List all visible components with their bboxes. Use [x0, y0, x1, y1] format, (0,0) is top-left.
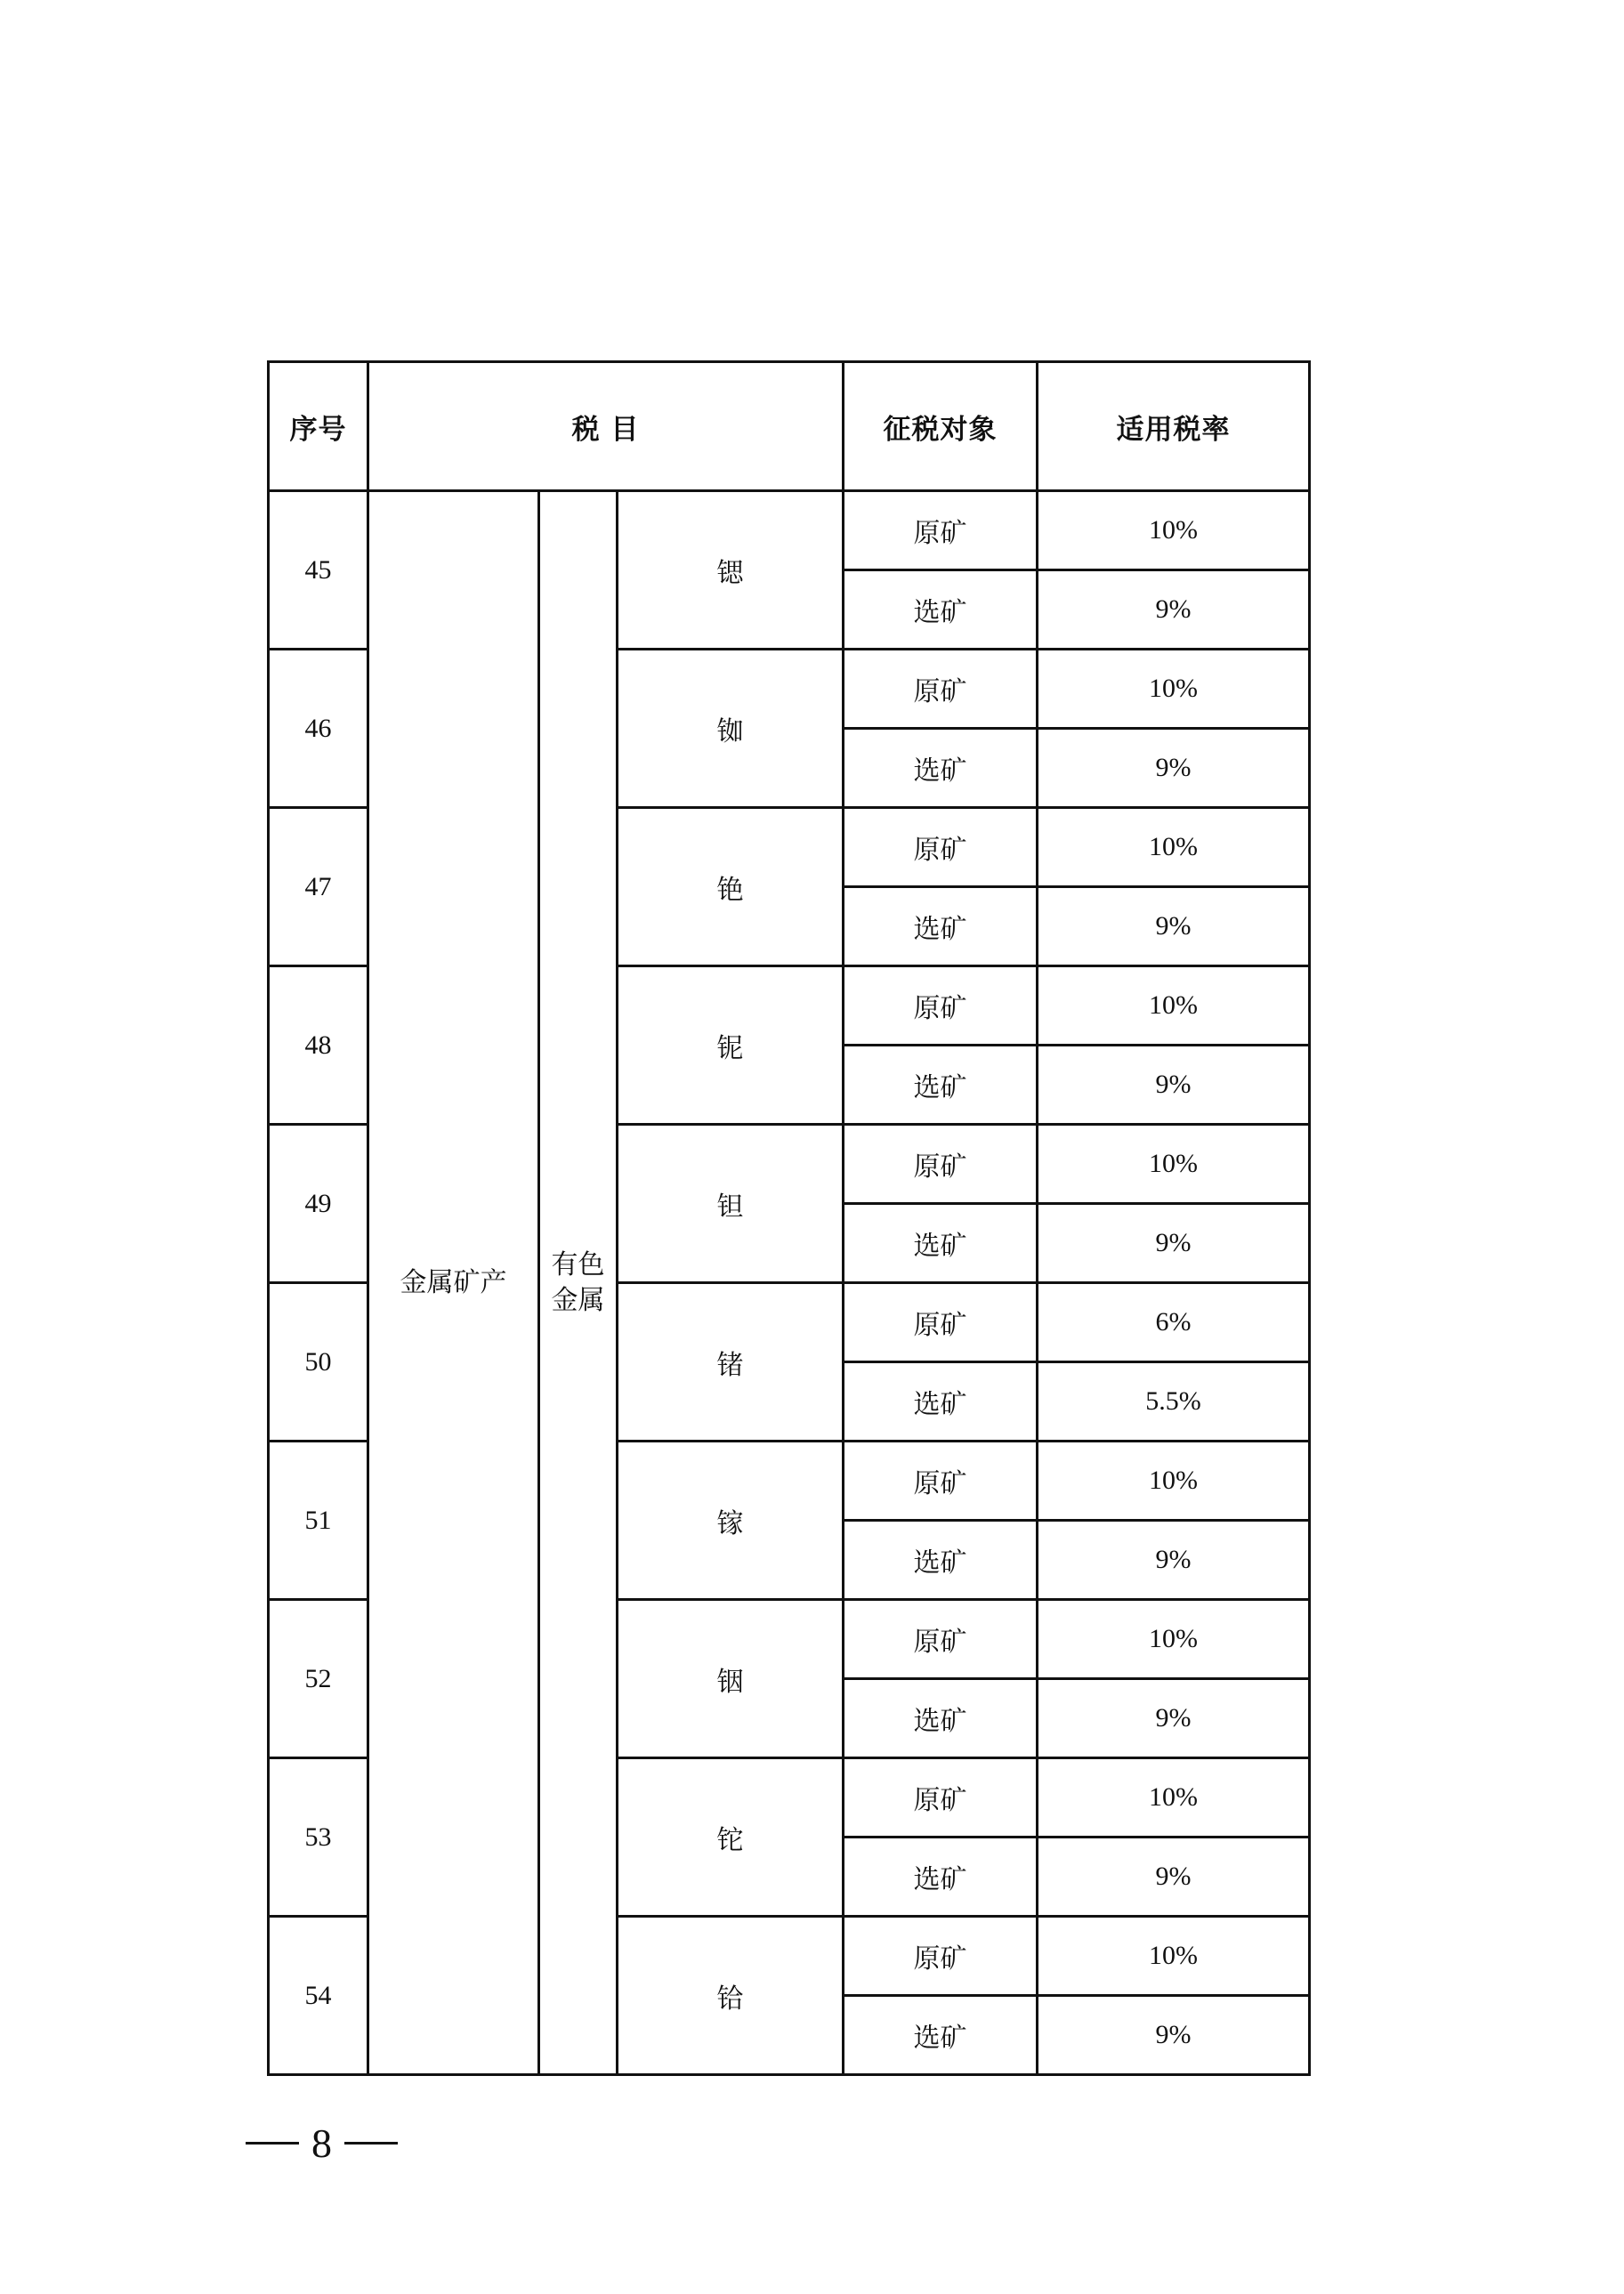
row-object: 原矿: [844, 491, 1038, 570]
row-object: 原矿: [844, 1442, 1038, 1521]
row-element: 镓: [618, 1442, 844, 1600]
row-rate: 9%: [1038, 887, 1310, 966]
row-object: 原矿: [844, 650, 1038, 729]
category-level2: [539, 491, 618, 2075]
category-level2-line: 金属: [551, 1284, 605, 1316]
table-row: [269, 491, 1310, 570]
row-object: 选矿: [844, 1362, 1038, 1442]
row-object: 原矿: [844, 1600, 1038, 1679]
row-seq: 48: [269, 966, 368, 1125]
row-object: 选矿: [844, 1204, 1038, 1283]
footer-dash-right: [344, 2142, 398, 2145]
row-object: 选矿: [844, 1996, 1038, 2075]
header-tax-item: 税 目: [368, 362, 844, 491]
row-object: 选矿: [844, 729, 1038, 808]
row-element: 铷: [618, 650, 844, 808]
row-rate: 9%: [1038, 1996, 1310, 2075]
row-rate: 10%: [1038, 491, 1310, 570]
page-footer: [233, 2120, 410, 2167]
row-object: 选矿: [844, 1521, 1038, 1600]
row-rate: 9%: [1038, 1838, 1310, 1917]
table-body: [269, 491, 1310, 2075]
row-element: 锶: [618, 491, 844, 650]
row-seq: 53: [269, 1758, 368, 1917]
row-rate: 10%: [1038, 1125, 1310, 1204]
row-rate: 10%: [1038, 1758, 1310, 1838]
row-rate: 10%: [1038, 1442, 1310, 1521]
row-rate: 9%: [1038, 1679, 1310, 1758]
row-rate: 9%: [1038, 1046, 1310, 1125]
header-object: 征税对象: [844, 362, 1038, 491]
row-rate: 10%: [1038, 1917, 1310, 1996]
row-object: 原矿: [844, 1125, 1038, 1204]
row-object: 原矿: [844, 966, 1038, 1046]
page-number: 8: [311, 2120, 332, 2166]
row-rate: 10%: [1038, 650, 1310, 729]
row-object: 选矿: [844, 887, 1038, 966]
row-seq: 52: [269, 1600, 368, 1758]
row-element: 铟: [618, 1600, 844, 1758]
row-object: 选矿: [844, 570, 1038, 650]
row-seq: 45: [269, 491, 368, 650]
row-element: 铌: [618, 966, 844, 1125]
row-element: 锗: [618, 1283, 844, 1442]
row-object: 选矿: [844, 1046, 1038, 1125]
row-seq: 51: [269, 1442, 368, 1600]
row-rate: 9%: [1038, 570, 1310, 650]
row-element: 铯: [618, 808, 844, 966]
row-object: 原矿: [844, 1283, 1038, 1362]
row-object: 原矿: [844, 1917, 1038, 1996]
row-seq: 49: [269, 1125, 368, 1283]
row-rate: 10%: [1038, 808, 1310, 887]
row-rate: 9%: [1038, 729, 1310, 808]
row-rate: 10%: [1038, 1600, 1310, 1679]
row-rate: 9%: [1038, 1204, 1310, 1283]
header-rate: 适用税率: [1038, 362, 1310, 491]
row-rate: 6%: [1038, 1283, 1310, 1362]
row-object: 原矿: [844, 1758, 1038, 1838]
row-element: 铊: [618, 1758, 844, 1917]
row-seq: 50: [269, 1283, 368, 1442]
row-rate: 9%: [1038, 1521, 1310, 1600]
row-seq: 54: [269, 1917, 368, 2075]
row-element: 钽: [618, 1125, 844, 1283]
tax-rate-table: [267, 360, 1311, 2076]
category-level2-line: 有色: [551, 1248, 605, 1280]
table-header-row: [269, 362, 1310, 491]
row-object: 原矿: [844, 808, 1038, 887]
row-element: 铪: [618, 1917, 844, 2075]
row-object: 选矿: [844, 1679, 1038, 1758]
row-seq: 47: [269, 808, 368, 966]
header-seq: 序号: [269, 362, 368, 491]
row-seq: 46: [269, 650, 368, 808]
row-object: 选矿: [844, 1838, 1038, 1917]
category-level1: 金属矿产: [368, 491, 539, 2075]
row-rate: 5.5%: [1038, 1362, 1310, 1442]
footer-dash-left: [246, 2142, 299, 2145]
row-rate: 10%: [1038, 966, 1310, 1046]
